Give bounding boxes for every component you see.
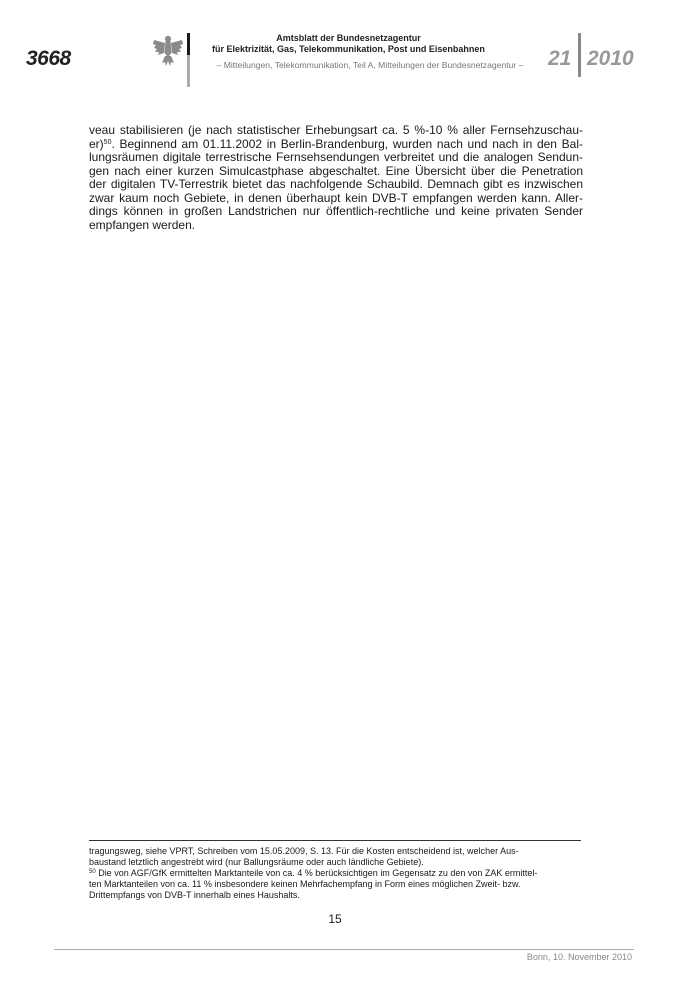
header-divider-bar-grey [187,55,190,87]
body-line: gen nach einer kurzen Simulcastphase abgeschaltet. Eine Übersicht über die Penetration [89,163,583,178]
body-line: lungsräumen digitale terrestrische Fernsehsendungen verbreitet und die analogen Sendun- [89,150,583,164]
footnote-ref: 50 [103,138,112,146]
body-line [89,138,583,152]
issue-number: 21 [548,47,572,70]
footer-date: Bonn, 10. November 2010 [526,952,632,962]
publication-title: Amtsblatt der Bundesnetzagentur [276,33,421,43]
header-divider-bar [187,33,190,55]
publication-subtitle: für Elektrizität, Gas, Telekommunikation, Post und Eisenbahnen [212,44,485,54]
footnote-line: baustand letztlich angestrebt wird (nur Ballungsräume oder auch ländliche Gebiete). [89,857,424,867]
issue-year: 2010 [587,47,634,70]
footnote-line: ten Marktanteilen von ca. 11 % insbesondere keinen Mehrfachempfang in Form eines möglichen Zweit- bzw. [89,879,521,889]
footnote-line: tragungsweg, siehe VPRT, Schreiben vom 15.05.2009, S. 13. Für die Kosten entscheidend ist, welcher Aus- [89,846,519,856]
footnote-text: Die von AGF/GfK ermittelten Marktanteile von ca. 4 % berücksichtigen im Gegensatz zu den von ZAK ermittel- [95,868,538,878]
body-line: empfangen werden. [89,217,196,232]
footer-rule [54,949,634,950]
section-label: – Mitteilungen, Telekommunikation, Teil A, Mitteilungen der Bundesnetzagentur – [216,60,524,70]
body-line: dings können in großen Landstrichen nur öffentlich-rechtliche und keine privaten Sender [89,204,583,218]
footnote-separator [89,840,581,841]
body-line: zwar kaum noch Gebiete, in denen überhaupt kein DVB-T empfangen werden kann. Aller- [89,190,583,205]
body-line: der digitalen TV-Terrestrik bietet das nachfolgende Schaubild. Demnach gibt es inzwischen [89,177,583,191]
body-paragraph [89,124,583,232]
page-number-header: 3668 [26,47,71,70]
issue-divider [578,33,581,77]
body-line: veau stabilisieren (je nach statistischer Erhebungsart ca. 5 %-10 % aller Fernsehzuschau- [89,123,583,137]
body-text: . Beginnend am 01.11.2002 in Berlin-Brandenburg, wurden nach und nach in den Bal- [111,136,583,151]
footnote-line: Drittempfangs von DVB-T innerhalb eines Haushalts. [89,890,300,900]
footnote-line [89,868,583,879]
federal-eagle-icon [152,33,184,67]
footnotes [89,846,583,901]
footnote-marker: 50 [89,869,96,875]
body-text: er) [89,136,104,151]
page-number-footer: 15 [328,912,342,926]
